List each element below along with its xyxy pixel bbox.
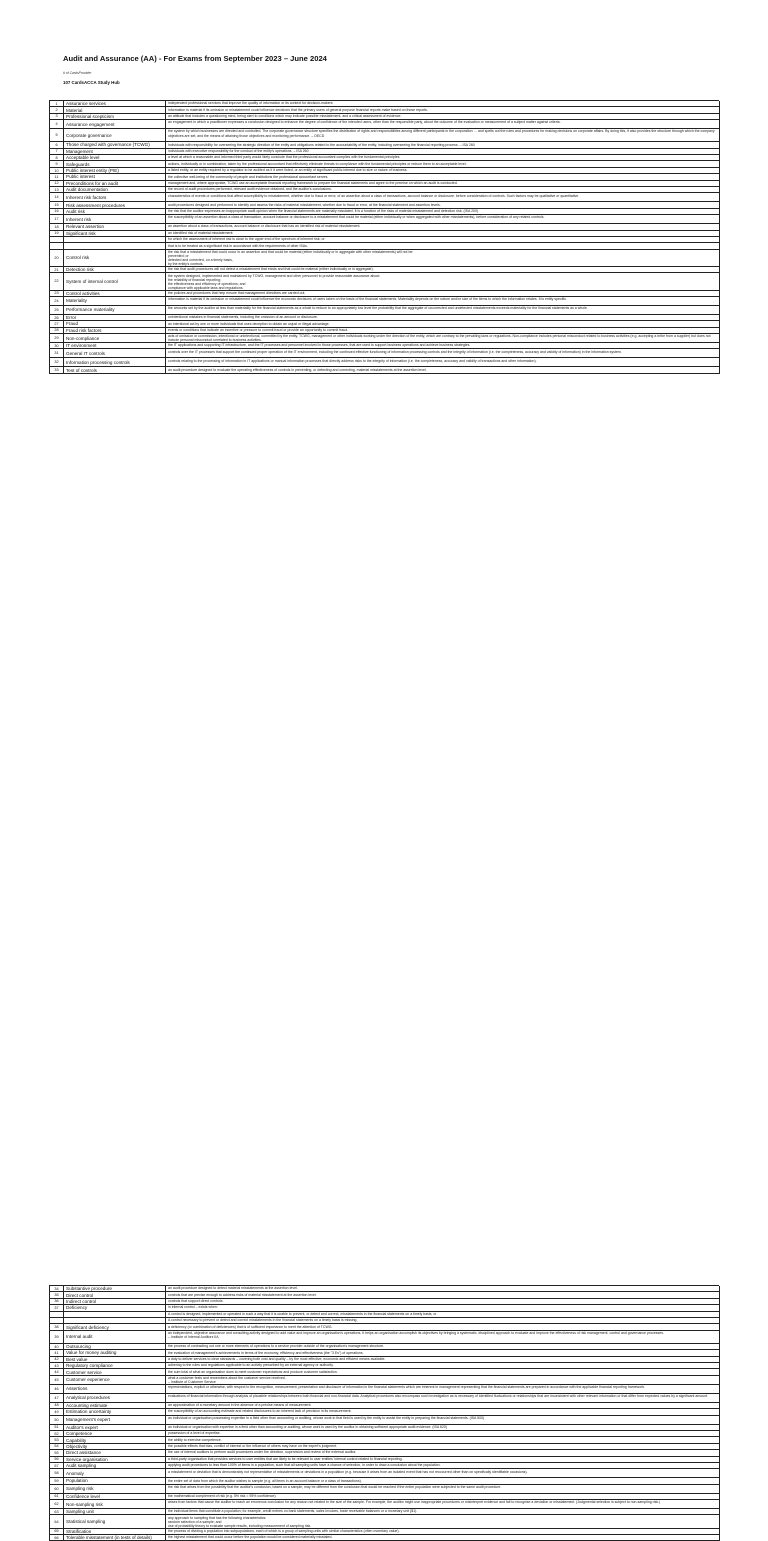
definition-line: the use of internal auditors to perform audit procedures under the direction, supervision and review of the external auditor. <box>168 1450 357 1455</box>
glossary-term: Material <box>64 107 166 113</box>
glossary-term: Competence <box>64 1431 166 1437</box>
definition-line: a listed entity, or an entity required by a regulator to be audited as if it were listed, or an entity of significant public interest due to size or nature of business. <box>168 168 408 173</box>
glossary-term: Statistical sampling <box>64 1515 166 1528</box>
row-number: 14 <box>50 193 64 202</box>
glossary-term: Auditor's expert <box>64 1425 166 1431</box>
glossary-term: Accounting estimate <box>64 1403 166 1409</box>
glossary-term: Best value <box>64 1357 166 1363</box>
glossary-term: Audit risk <box>64 209 166 215</box>
glossary-term: Customer experience <box>64 1376 166 1385</box>
row-number: 15 <box>50 202 64 208</box>
row-number: 17 <box>50 215 64 224</box>
glossary-definition <box>166 1416 720 1425</box>
glossary-term: Fraud <box>64 321 166 327</box>
glossary-term: Management <box>64 149 166 155</box>
definition-line: the system designed, implemented and maintained by TCWG, management and other personnel to provide reasonable assurance about: <box>168 273 381 278</box>
definition-line: an audit procedure designed to evaluate the operating effectiveness of controls in preventing, or detecting and correcting, material misstatements at the assertion level. <box>168 367 427 372</box>
definition-line: an identified risk of material misstatement: <box>168 230 234 235</box>
glossary-term: Fraud risk factors <box>64 328 166 334</box>
row-number: 45 <box>50 1376 64 1385</box>
glossary-term: Acceptable level <box>64 155 166 161</box>
glossary-term: Professional scepticism <box>64 114 166 120</box>
glossary-term: Assertions <box>64 1385 166 1394</box>
row-number: 16 <box>50 209 64 215</box>
glossary-term: Deficiency <box>64 1305 166 1311</box>
row-number: 5 <box>50 129 64 142</box>
glossary-term: Management's expert <box>64 1416 166 1425</box>
row-number: 39 <box>50 1331 64 1344</box>
glossary-term: Test of controls <box>64 367 166 373</box>
row-number: 24 <box>50 297 64 306</box>
row-number: 40 <box>50 1344 64 1350</box>
glossary-term: Safeguards <box>64 161 166 167</box>
definition-line: the individual items that constitute a population; for example, credit entries on bank statements, sales invoices, trade receivable balances or a monetary unit ($1). <box>168 1509 418 1514</box>
definition-line: the sum total of what an organisation does to meet customer expectations and produce customer satisfaction. <box>168 1369 338 1374</box>
glossary-term: Sampling unit <box>64 1509 166 1515</box>
glossary-term: Capability <box>64 1437 166 1443</box>
row-number: 49 <box>50 1409 64 1415</box>
glossary-term: Objectivity <box>64 1444 166 1450</box>
glossary-term: Customer service <box>64 1369 166 1375</box>
definition-line: an attitude that includes a questioning mind, being alert to conditions which may indicate possible misstatement, and a critical assessment of evidence. <box>168 114 402 119</box>
row-number: 63 <box>50 1509 64 1515</box>
glossary-definition <box>166 1331 720 1344</box>
document-page-1 <box>0 0 768 620</box>
definition-line: the susceptibility of an assertion about a class of transaction, account balance or disclosure to a misstatement that could be material (either individually or when aggregated with other misstatements), before consideration of any related controls. <box>168 215 545 220</box>
glossary-definition <box>166 193 720 202</box>
row-number: 13 <box>50 187 64 193</box>
row-number: 64 <box>50 1515 64 1528</box>
glossary-term: Significant deficiency <box>64 1324 166 1330</box>
row-number: 53 <box>50 1437 64 1443</box>
row-number: 27 <box>50 321 64 327</box>
row-number: 6 <box>50 142 64 148</box>
glossary-term: Corporate governance <box>64 129 166 142</box>
definition-line: the amounts set by the auditor at less than materiality for the financial statements as a whole to reduce to an appropriately low level the probability that the aggregate of uncorrected and undetected misstatements exceeds materiality for the financial statements as a whole. <box>168 306 588 311</box>
glossary-definition <box>166 306 720 315</box>
row-number: 19 <box>50 231 64 237</box>
glossary-term: Inherent risk <box>64 215 166 224</box>
definition-line: the collective well-being of the community of people and institutions the professional accountant serves. <box>168 174 329 179</box>
definition-line: in internal control – exists when: <box>168 1305 218 1310</box>
definition-line: the entire set of data from which the auditor wishes to sample (e.g. all items in an account balance or a class of transactions). <box>168 1478 362 1483</box>
glossary-term: Estimation uncertainty <box>64 1409 166 1415</box>
row-number: 29 <box>50 334 64 343</box>
row-number: 8 <box>50 155 64 161</box>
definition-line: an individual or organisation possessing expertise in a field other than accounting or auditing, whose work in that field is used by the entity to assist the entity in preparing the financial statements. (ISA 500) <box>168 1415 485 1420</box>
glossary-term: Materiality <box>64 297 166 306</box>
glossary-definition <box>166 1394 720 1403</box>
row-number: 55 <box>50 1450 64 1456</box>
glossary-definition <box>166 273 720 290</box>
row-number: 62 <box>50 1500 64 1509</box>
row-number: 59 <box>50 1478 64 1484</box>
glossary-term: Audit sampling <box>64 1463 166 1469</box>
row-number: 11 <box>50 174 64 180</box>
row-number: 28 <box>50 328 64 334</box>
definition-line: by the entity's controls. <box>168 262 204 267</box>
glossary-term: Relevant assertion <box>64 224 166 230</box>
glossary-term: Those charged with governance (TCWG) <box>64 142 166 148</box>
row-number: 26 <box>50 315 64 321</box>
definition-line: the process of dividing a population into subpopulations, each of which is a group of sampling units with similar characteristics (often monetary value). <box>168 1528 400 1533</box>
definition-line: an approximation of a monetary amount in the absence of a precise means of measurement. <box>168 1403 312 1408</box>
definition-line: what a customer feels and remembers about the customer service received. <box>168 1376 286 1381</box>
row-number: 23 <box>50 291 64 297</box>
definition-line: audit procedures designed and performed to identify and assess the risks of material misstatement, whether due to fraud or error, at the financial statement and assertion levels. <box>168 202 441 207</box>
row-number: 47 <box>50 1394 64 1403</box>
definition-line: a misstatement or deviation that is demonstrably not representative of misstatements or deviations in a population (e.g. because it arises from an isolated event that has not reoccurred other than on specifically identifiable occasions). <box>168 1469 528 1474</box>
row-number: 36 <box>50 1299 64 1305</box>
glossary-term: Assurance services <box>64 101 166 107</box>
glossary-term: Confidence level <box>64 1494 166 1500</box>
definition-line: – Institute of Internal Auditors IIA <box>168 1335 219 1340</box>
cards-provider-label: # of CardsProvider <box>63 71 92 75</box>
row-number: 20 <box>50 250 64 267</box>
glossary-term: Audit documentation <box>64 187 166 193</box>
definition-line: information is material if its omission or misstatement could influence the economic decisions of users taken on the basis of the financial statements. Materiality depends on the nature and/or size of the items to which the information relates. It is entity specific. <box>168 297 568 302</box>
row-number: 41 <box>50 1350 64 1356</box>
definition-line: controls that are precise enough to address risks of material misstatement at the assertion level. <box>168 1292 317 1297</box>
row-number: 54 <box>50 1444 64 1450</box>
row-number: 50 <box>50 1416 64 1425</box>
definition-line: the process of contracting out one or more elements of operations to a service provider outside of the organisation's management structure. <box>168 1344 385 1349</box>
definition-line: the system by which businesses are directed and controlled. The corporate governance structure specifies the distribution of rights and responsibilities among different participants in the corporation … and spells out the rules and procedures for making decisions on corporate affairs. By doing this, it also provides the structure through which the company objectives are set, and the means of attaining those objectives and monitoring performance. – OECD <box>168 129 715 138</box>
definition-line: information is material if its omission or misstatement could influence decisions that the primary users of general purpose financial reports make based on those reports. <box>168 107 428 112</box>
glossary-definition <box>166 1469 720 1478</box>
glossary-term: Information processing controls <box>64 358 166 367</box>
glossary-term: Detection risk <box>64 267 166 273</box>
glossary-term: Non-sampling risk <box>64 1500 166 1509</box>
row-number: 44 <box>50 1369 64 1375</box>
definition-line: the record of audit procedures performed, relevant audit evidence obtained, and the auditor's conclusions. <box>168 187 332 192</box>
document-title: Audit and Assurance (AA) - For Exams from September 2023 – June 2024 <box>63 54 327 63</box>
glossary-term: General IT controls <box>64 349 166 358</box>
row-number: 33 <box>50 367 64 373</box>
definition-line: possession of a level of expertise. <box>168 1431 221 1436</box>
definition-line: the policies and procedures that help ensure that management directives are carried out. <box>168 290 306 295</box>
definition-line: use of probability theory to evaluate sample results, including measurement of sampling risk. <box>168 1523 312 1528</box>
definition-line: the risk that audit procedures will not detect a misstatement that exists and that could be material (either individually or in aggregate). <box>168 267 374 272</box>
definition-line: adhering to the rules and regulations applicable to an activity prescribed by an external agency or authority. <box>168 1363 334 1368</box>
definition-line: the IT applications and supporting IT infrastructure, and the IT processes and personnel involved in those processes, that are used to support business operations and achieve business strategies. <box>168 343 471 348</box>
definition-line: characteristics of events or conditions that affect susceptibility to misstatement, whether due to fraud or error, of an assertion about a class of transactions, account balance or disclosure, before consideration of controls. Such factors may be qualitative or quantitative. <box>168 193 580 198</box>
glossary-term: Preconditions for an audit <box>64 181 166 187</box>
definition-line: evaluations of financial information through analysis of plausible relationships between both financial and non-financial data. Analytical procedures also encompass such investigation as is necessary of identified fluctuations or relationships that are inconsistent with other relevant information or that differ from expected values by a significant amount. <box>168 1394 709 1399</box>
glossary-term: Service organisation <box>64 1457 166 1463</box>
glossary-term: Control activities <box>64 291 166 297</box>
row-number: 48 <box>50 1403 64 1409</box>
glossary-term: Performance materiality <box>64 306 166 315</box>
definition-line: a third-party organisation that provides services to user entities that are likely to be relevant to user entities' internal control related to financial reporting. <box>168 1456 403 1461</box>
row-number: 38 <box>50 1324 64 1330</box>
definition-line: prevented; or <box>168 254 189 259</box>
definition-line: individuals with executive responsibility for the conduct of the entity's operations. – ISA 260 <box>168 148 309 153</box>
row-number: 1 <box>50 101 64 107</box>
glossary-table-1 <box>49 100 719 374</box>
glossary-definition <box>166 1376 720 1385</box>
glossary-definition <box>166 1485 720 1494</box>
definition-line: the risk that arises from the possibility that the auditor's conclusion, based on a sample, may be different from the conclusion that would be reached if the entire population were subjected to the same audit procedure. <box>168 1484 502 1489</box>
row-number: 7 <box>50 149 64 155</box>
definition-line: applying audit procedures to less than 100% of items in a population, such that all sampling units have a chance of selection, in order to draw a conclusion about the population. <box>168 1463 441 1468</box>
definition-line: the ability to exercise competence. <box>168 1437 222 1442</box>
definition-line: the highest misstatement that could occur before the population would be considered materially misstated. <box>168 1535 333 1540</box>
definition-line: individuals with responsibility for overseeing the strategic direction of the entity and obligations related to the accountability of the entity, including overseeing the financial reporting process. – ISA 260 <box>168 142 475 147</box>
glossary-term: Risk assessment procedures <box>64 202 166 208</box>
glossary-term: Sampling risk <box>64 1485 166 1494</box>
definition-line: an individual or organisation with expertise in a field other than accounting or auditing, whose work is used by the auditor in obtaining sufficient appropriate audit evidence. (ISA 620) <box>168 1424 447 1429</box>
definition-line: the mathematical complement of risk (e.g. 5% risk = 95% confidence). <box>168 1493 277 1498</box>
row-number: 58 <box>50 1469 64 1478</box>
glossary-definition <box>166 1535 720 1541</box>
glossary-term: Outsourcing <box>64 1344 166 1350</box>
definition-line: random selection of a sample; and <box>168 1519 222 1524</box>
definition-line: independent professional services that improve the quality of information or its context for decision-makers <box>168 101 333 106</box>
glossary-term: Tolerable misstatement (in tests of details) <box>64 1535 166 1541</box>
definition-line: unintentional mistakes in financial statements, including the omission of an amount or disclosure. <box>168 315 318 320</box>
glossary-term: Inherent risk factors <box>64 193 166 202</box>
row-number: 51 <box>50 1425 64 1431</box>
definition-line: an engagement in which a practitioner expresses a conclusion designed to enhance the degree of confidence of the intended users, other than the responsible party, about the outcome of the evaluation or measurement of a subject matter against criteria. <box>168 120 561 125</box>
glossary-term: Public interest <box>64 174 166 180</box>
definition-line: an assertion about a class of transactions, account balance or disclosure that has an identified risk of material misstatement. <box>168 224 361 229</box>
row-number: 46 <box>50 1385 64 1394</box>
row-number: 32 <box>50 358 64 367</box>
glossary-term: Indirect control <box>64 1299 166 1305</box>
glossary-term: Public interest entity (PIE) <box>64 168 166 174</box>
glossary-term: Error <box>64 315 166 321</box>
glossary-definition <box>166 334 720 343</box>
row-number: 37 <box>50 1305 64 1311</box>
definition-line: arises from factors that cause the auditor to reach an erroneous conclusion for any reason not related to the size of the sample. For example, the auditor might use inappropriate procedures or misinterpret evidence and fail to recognise a deviation or misstatement. (Judgmental selection is subject to non-sampling risk.) <box>168 1500 661 1505</box>
definition-line: a duty to deliver services to clear standards – covering both cost and quality – by the most effective, economic and efficient means available. <box>168 1356 386 1361</box>
glossary-term: Population <box>64 1478 166 1484</box>
glossary-term: Direct assistance <box>64 1450 166 1456</box>
definition-line: – Institute of Customer Service <box>168 1380 216 1385</box>
row-number: 22 <box>50 273 64 290</box>
definition-line: a level at which a reasonable and informed third party would likely conclude that the professional accountant complies with the fundamental principles. <box>168 155 401 160</box>
glossary-definition <box>166 250 720 267</box>
glossary-definition <box>166 1500 720 1509</box>
definition-line: an intentional act by one or more individuals that uses deception to obtain an unjust or illegal advantage. <box>168 321 330 326</box>
glossary-definition <box>166 1515 720 1528</box>
row-number: 2 <box>50 107 64 113</box>
row-number: 31 <box>50 349 64 358</box>
glossary-definition <box>166 297 720 306</box>
glossary-definition <box>166 349 720 358</box>
definition-line: controls relating to the processing of information in IT applications or manual information processes that directly address risks to the integrity of information (i.e. the completeness, accuracy and validity of transactions and other information). <box>168 358 537 363</box>
row-number: 9 <box>50 161 64 167</box>
definition-line: that is to be treated as a significant risk in accordance with the requirements of other ISAs. <box>168 243 308 248</box>
row-number: 35 <box>50 1292 64 1298</box>
row-number: 21 <box>50 267 64 273</box>
definition-line: the susceptibility of an accounting estimate and related disclosures to an inherent lack of precision in its measurement. <box>168 1409 352 1414</box>
row-number: 12 <box>50 181 64 187</box>
definition-line: controls over the IT processes that support the continued proper operation of the IT environment, including the continued effective functioning of information processing controls and the integrity of information (i.e. the completeness, accuracy and validity of information) in the information system. <box>168 349 622 354</box>
glossary-term: Internal audit <box>64 1331 166 1344</box>
definition-line: representations, explicit or otherwise, with respect to the recognition, measurement, presentation and disclosure of information in the financial statements which are inherent in management representing that the financial statements are prepared in accordance with the applicable financial reporting framework. <box>168 1385 646 1390</box>
glossary-term: Substantive procedure <box>64 1286 166 1292</box>
glossary-definition <box>166 367 720 373</box>
glossary-definition <box>166 120 720 129</box>
row-number: 61 <box>50 1494 64 1500</box>
row-number: 60 <box>50 1485 64 1494</box>
glossary-term: Non-compliance <box>64 334 166 343</box>
glossary-term: Control risk <box>64 250 166 267</box>
glossary-term: Value for money auditing <box>64 1350 166 1356</box>
definition-line: an audit procedure designed to detect material misstatements at the assertion level. <box>168 1286 298 1291</box>
glossary-definition <box>166 129 720 142</box>
row-number: 30 <box>50 343 64 349</box>
definition-line: the risk that the auditor expresses an inappropriate audit opinion when the financial statements are materially misstated. It is a function of the risks of material misstatement and detection risk. (ISA 200) <box>168 209 479 214</box>
study-hub-label: 107 CardsACCA Study Hub <box>63 80 120 85</box>
glossary-term: Anomaly <box>64 1469 166 1478</box>
definition-line: controls that support direct controls. <box>168 1299 224 1304</box>
definition-line: the evaluation of management's achievements in terms of the economy, efficiency and effectiveness (the "3 Es") of operations. <box>168 1350 364 1355</box>
glossary-definition <box>166 215 720 224</box>
definition-line: for which the assessment of inherent risk is close to the upper end of the spectrum of inherent risk; or <box>168 237 325 242</box>
row-number: 10 <box>50 168 64 174</box>
row-number: 4 <box>50 120 64 129</box>
row-number: 18 <box>50 224 64 230</box>
glossary-term: Direct control <box>64 1292 166 1298</box>
glossary-definition <box>166 358 720 367</box>
definition-line: the effectiveness and efficiency of operations; and <box>168 281 246 286</box>
row-number: 56 <box>50 1457 64 1463</box>
glossary-term: Stratification <box>64 1529 166 1535</box>
definition-line: an independent, objective assurance and consulting activity designed to add value and improve an organisation's operations. It helps an organisation accomplish its objectives by bringing a systematic, disciplined approach to evaluate and improve the effectiveness of risk management, control and governance processes. <box>168 1331 664 1336</box>
definition-line: the reliability of financial reporting; <box>168 277 221 282</box>
definition-line: detected and corrected, on a timely basis, <box>168 258 233 263</box>
definition-line: acts of omission or commission, intentional or unintentional, committed by the entity, TCWG, management or other individuals working under the direction of the entity, which are contrary to the prevailing laws or regulations. Non-compliance includes personal misconduct related to business activities (e.g. accepting a bribe from a supplier) but does not include personal misconduct unrelated to business activities. <box>168 334 711 343</box>
row-number: 3 <box>50 114 64 120</box>
glossary-term: Significant risk <box>64 231 166 237</box>
definition-line: compliance with applicable laws and regulations. <box>168 285 244 290</box>
definition-line: A control is designed, implemented or operated in such a way that it is unable to prevent, or detect and correct, misstatements in the financial statements on a timely basis; or <box>168 1311 437 1316</box>
definition-line: events or conditions that indicate an incentive or pressure to commit fraud or provide an opportunity to commit fraud. <box>168 327 349 332</box>
definition-line: the risk that a misstatement that could occur in an assertion and that could be material (either individually or in aggregate with other misstatements) will not be: <box>168 250 414 255</box>
definition-line: actions, individually or in combination, taken by the professional accountant that effectively eliminate threats to compliance with the fundamental principles or reduce them to an acceptable level. <box>168 161 467 166</box>
row-number: 66 <box>50 1535 64 1541</box>
document-page-2 <box>0 640 768 1541</box>
row-number: 43 <box>50 1363 64 1369</box>
definition-line: the possible effects that bias, conflict of interest or the influence of others may have on the expert's judgment. <box>168 1444 338 1449</box>
definition-line: A control necessary to prevent or detect and correct misstatements in the financial statements on a timely basis is missing. <box>168 1318 358 1323</box>
glossary-term: Regulatory compliance <box>64 1363 166 1369</box>
definition-line: any approach to sampling that has the following characteristics: <box>168 1515 267 1520</box>
glossary-definition <box>166 1385 720 1394</box>
glossary-term: IT environment <box>64 343 166 349</box>
glossary-table-2 <box>49 1285 719 1541</box>
definition-line: a deficiency (or combination of deficiencies) that is of sufficient importance to merit the attention of TCWG. <box>168 1324 333 1329</box>
row-number: 42 <box>50 1357 64 1363</box>
glossary-term: Assurance engagement <box>64 120 166 129</box>
row-number: 34 <box>50 1286 64 1292</box>
glossary-term: Analytical procedures <box>64 1394 166 1403</box>
row-number: 57 <box>50 1463 64 1469</box>
row-number: 25 <box>50 306 64 315</box>
glossary-term: System of internal control <box>64 273 166 290</box>
row-number: 65 <box>50 1529 64 1535</box>
definition-line: management and, where appropriate, TCWG use an acceptable financial reporting framework to prepare the financial statements and agree to the premise on which an audit is conducted. <box>168 180 458 185</box>
row-number: 52 <box>50 1431 64 1437</box>
